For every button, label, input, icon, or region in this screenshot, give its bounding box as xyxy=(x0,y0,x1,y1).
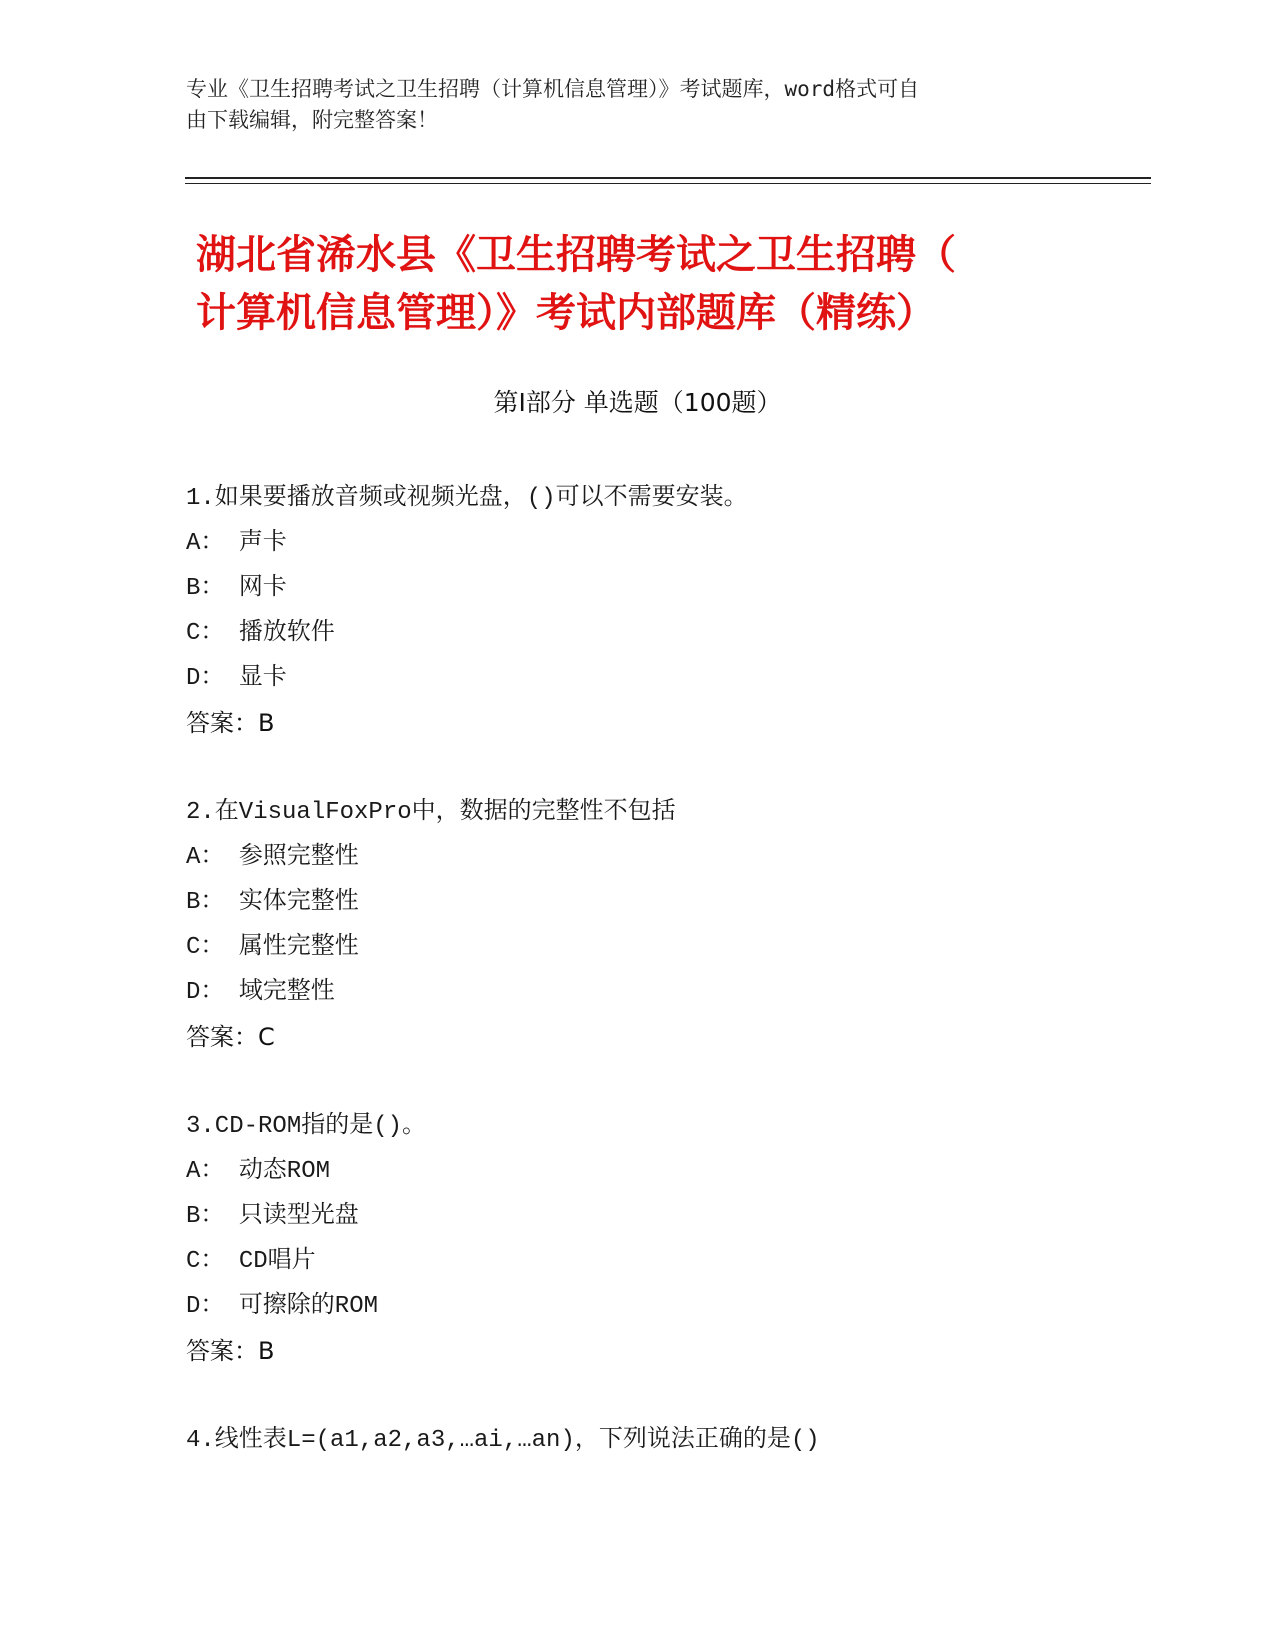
option-b xyxy=(186,1194,1146,1239)
question-stem: 4.线性表L=(a1,a2,a3,…ai,…an)，下列说法正确的是() xyxy=(186,1427,820,1454)
option-a xyxy=(186,835,1146,880)
question-list xyxy=(186,476,1146,1507)
option-key: B： xyxy=(186,1203,225,1230)
option-d xyxy=(186,970,1146,1015)
question-stem: 1.如果要播放音频或视频光盘，()可以不需要安装。 xyxy=(186,485,748,512)
answer-value: B xyxy=(258,1337,275,1365)
option-c xyxy=(186,611,1146,656)
answer-line xyxy=(186,701,1146,746)
option-key: D： xyxy=(186,665,225,692)
option-text: 属性完整性 xyxy=(238,934,359,961)
answer-label: 答案： xyxy=(186,1337,258,1365)
option-key: C： xyxy=(186,1248,225,1275)
option-key: A： xyxy=(186,1158,225,1185)
title-line-2: 计算机信息管理）》考试内部题库（精练） xyxy=(196,290,936,336)
answer-label: 答案： xyxy=(186,1023,258,1051)
option-text: 播放软件 xyxy=(238,620,335,647)
option-b xyxy=(186,566,1146,611)
question-4 xyxy=(186,1418,1146,1463)
option-a xyxy=(186,521,1146,566)
answer-line xyxy=(186,1015,1146,1060)
question-2 xyxy=(186,790,1146,1060)
option-c xyxy=(186,925,1146,970)
option-d xyxy=(186,656,1146,701)
option-key: A： xyxy=(186,530,225,557)
option-key: C： xyxy=(186,620,225,647)
intro-line-2: 由下载编辑，附完整答案！ xyxy=(186,108,438,132)
section-heading: 第Ⅰ部分 单选题（100题） xyxy=(493,388,782,417)
answer-line xyxy=(186,1329,1146,1374)
option-text: 网卡 xyxy=(238,575,287,602)
header-divider-thin xyxy=(185,183,1151,184)
option-key: C： xyxy=(186,934,225,961)
answer-value: B xyxy=(258,709,275,737)
option-a xyxy=(186,1149,1146,1194)
option-text: CD唱片 xyxy=(238,1248,316,1275)
question-stem: 3.CD-ROM指的是()。 xyxy=(186,1113,427,1140)
question-stem: 2.在VisualFoxPro中，数据的完整性不包括 xyxy=(186,799,676,826)
intro-line-1: 专业《卫生招聘考试之卫生招聘（计算机信息管理）》考试题库，word格式可自 xyxy=(186,77,920,101)
answer-label: 答案： xyxy=(186,709,258,737)
header-divider-thick xyxy=(185,177,1151,179)
option-b xyxy=(186,880,1146,925)
option-key: B： xyxy=(186,889,225,916)
option-text: 显卡 xyxy=(238,665,287,692)
intro-text xyxy=(186,74,1066,136)
option-text: 声卡 xyxy=(238,530,287,557)
option-key: D： xyxy=(186,1293,225,1320)
option-key: D： xyxy=(186,979,225,1006)
question-3 xyxy=(186,1104,1146,1374)
option-text: 参照完整性 xyxy=(238,844,359,871)
option-text: 可擦除的ROM xyxy=(238,1293,379,1320)
question-1 xyxy=(186,476,1146,746)
option-text: 动态ROM xyxy=(238,1158,331,1185)
option-key: B： xyxy=(186,575,225,602)
option-d xyxy=(186,1284,1146,1329)
title-line-1: 湖北省浠水县《卫生招聘考试之卫生招聘（ xyxy=(196,232,956,278)
option-key: A： xyxy=(186,844,225,871)
option-c xyxy=(186,1239,1146,1284)
option-text: 只读型光盘 xyxy=(238,1203,359,1230)
option-text: 实体完整性 xyxy=(238,889,359,916)
answer-value: C xyxy=(258,1023,275,1051)
option-text: 域完整性 xyxy=(238,979,335,1006)
document-title xyxy=(196,226,1096,342)
